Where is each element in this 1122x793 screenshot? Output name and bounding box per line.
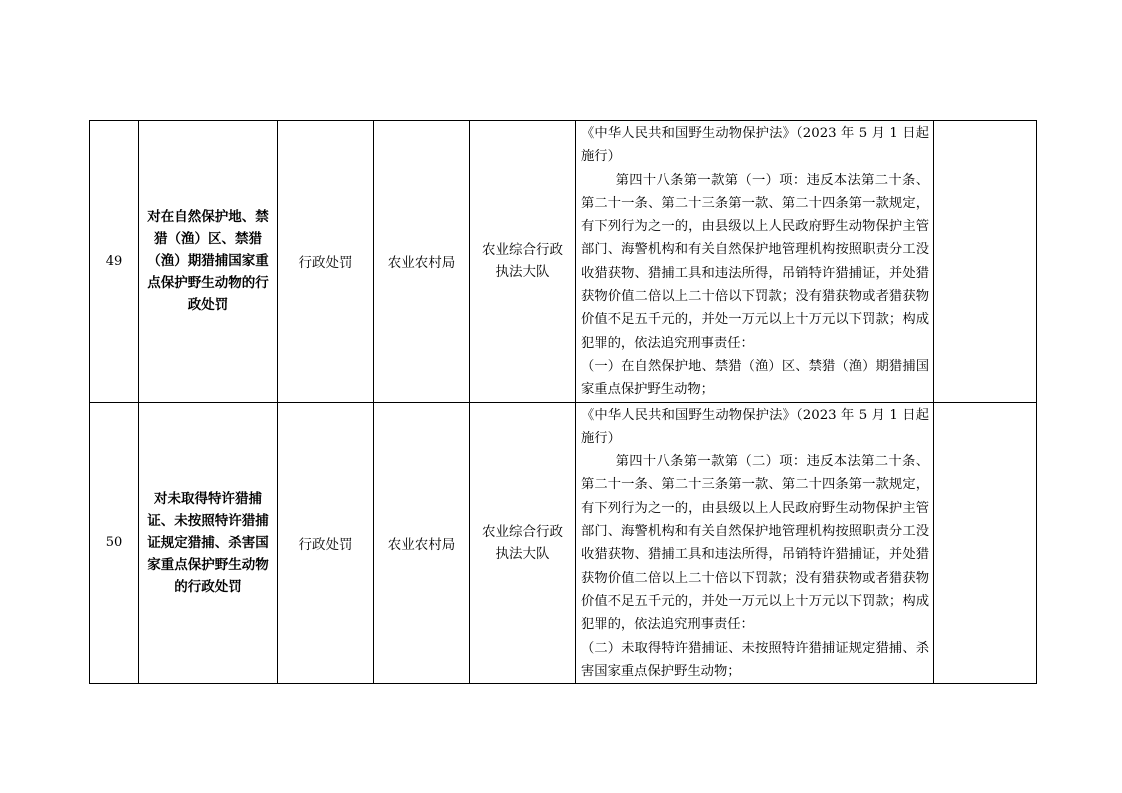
remark-cell [934, 121, 1037, 403]
basis-law-title: 《中华人民共和国野生动物保护法》（2023 年 5 月 1 日起施行） [581, 407, 929, 446]
item-department: 农业农村局 [374, 402, 470, 684]
legal-basis-cell [576, 121, 934, 403]
basis-law-title: 《中华人民共和国野生动物保护法》（2023 年 5 月 1 日起施行） [581, 126, 929, 165]
basis-article: 第四十八条第一款第（二）项：违反本法第二十条、第二十一条、第二十三条第一款、第二十四条第一款规定，有下列行为之一的，由县级以上人民政府野生动物保护主管部门、海警机构和有关自然保护地管理机构按照职责分工没收猎获物、猎捕工具和违法所得，吊销特许猎捕证，并处猎获物价值二倍以上二十倍以下罚款；没有猎获物或者猎获物价值不足五千元的，并处一万元以上十万元以下罚款；构成犯罪的，依法追究刑事责任： [581, 454, 929, 633]
enforcement-unit-cell [470, 121, 576, 403]
item-name-cell [139, 121, 278, 403]
item-name: 对在自然保护地、禁猎（渔）区、禁猎（渔）期猎捕国家重点保护野生动物的行政处罚 [147, 209, 269, 314]
table-row [90, 402, 1037, 684]
enforcement-unit: 农业综合行政执法大队 [482, 523, 563, 562]
item-category: 行政处罚 [278, 121, 374, 403]
enforcement-unit-cell [470, 402, 576, 684]
basis-article: 第四十八条第一款第（一）项：违反本法第二十条、第二十一条、第二十三条第一款、第二十四条第一款规定，有下列行为之一的，由县级以上人民政府野生动物保护主管部门、海警机构和有关自然保护地管理机构按照职责分工没收猎获物、猎捕工具和违法所得，吊销特许猎捕证，并处猎获物价值二倍以上二十倍以下罚款；没有猎获物或者猎获物价值不足五千元的，并处一万元以上十万元以下罚款；构成犯罪的，依法追究刑事责任： [581, 172, 929, 351]
item-department: 农业农村局 [374, 121, 470, 403]
table-row [90, 121, 1037, 403]
legal-basis-cell [576, 402, 934, 684]
basis-item: （二）未取得特许猎捕证、未按照特许猎捕证规定猎捕、杀害国家重点保护野生动物； [581, 640, 929, 679]
item-number: 49 [90, 121, 139, 403]
item-name: 对未取得特许猎捕证、未按照特许猎捕证规定猎捕、杀害国家重点保护野生动物的行政处罚 [147, 490, 269, 595]
item-category: 行政处罚 [278, 402, 374, 684]
basis-item: （一）在自然保护地、禁猎（渔）区、禁猎（渔）期猎捕国家重点保护野生动物； [581, 358, 929, 398]
enforcement-unit: 农业综合行政执法大队 [482, 242, 563, 281]
item-number: 50 [90, 402, 139, 684]
item-name-cell [139, 402, 278, 684]
penalty-items-table [89, 120, 1037, 684]
remark-cell [934, 402, 1037, 684]
